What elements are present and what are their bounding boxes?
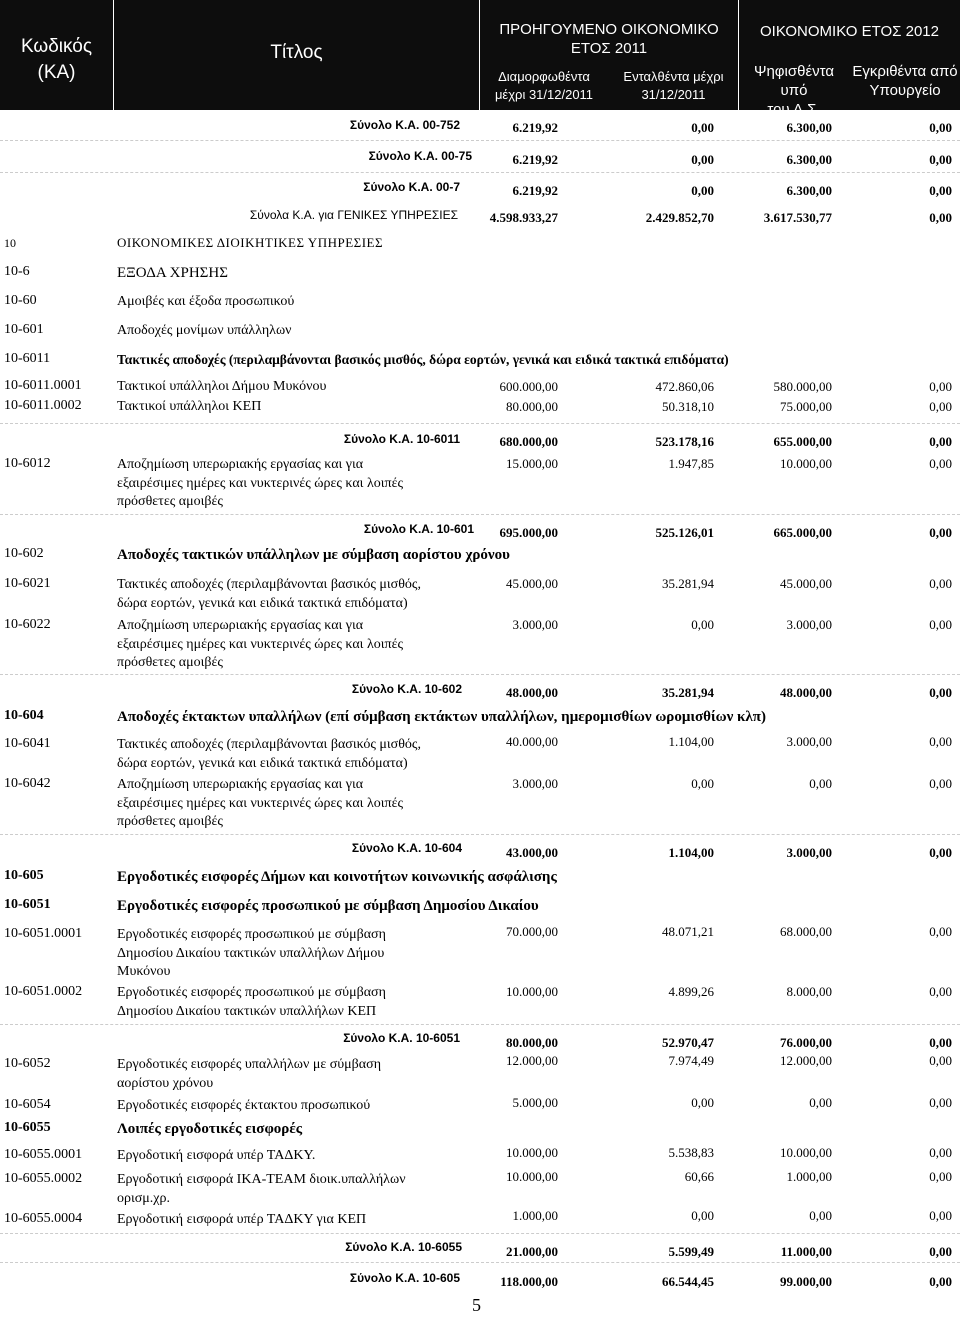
header-cur-voted <box>739 62 849 119</box>
amount-prev-entaltheta: 0,00 <box>691 120 714 135</box>
code: 10-604 <box>4 708 44 723</box>
amount-prev-formed: 10.000,00 <box>506 1145 558 1160</box>
title-line: Δημοσίου Δικαίου τακτικών υπαλλήλων Δήμου <box>117 945 385 961</box>
amount-cur-voted: 1.000,00 <box>786 1169 832 1184</box>
code: 10-6042 <box>4 776 51 791</box>
code: 10-6051 <box>4 897 51 912</box>
total-label: Σύνολο Κ.Α. 10-601 <box>363 522 474 536</box>
title <box>117 1056 381 1093</box>
total-label: Σύνολο Κ.Α. 00-752 <box>349 118 460 132</box>
table-header-title <box>114 0 479 110</box>
amount-prev-entaltheta: 0,00 <box>691 183 714 198</box>
title-line: πρόσθετες αμοιβές <box>117 814 223 829</box>
amount-cur-approved: 0,00 <box>929 845 952 860</box>
total-label: Σύνολο Κ.Α. 10-6051 <box>343 1031 460 1045</box>
title <box>117 576 421 613</box>
code: 10-6051.0002 <box>4 984 83 999</box>
title-line: εξαιρέσιμες ημέρες και νυκτερινές ώρες και λοιπές <box>117 795 403 811</box>
amount-cur-voted: 68.000,00 <box>780 924 832 939</box>
amount-prev-formed: 1.000,00 <box>512 1208 558 1223</box>
amount-cur-approved: 0,00 <box>929 1169 952 1184</box>
amount-cur-voted: 99.000,00 <box>780 1274 832 1289</box>
amount-prev-formed: 21.000,00 <box>506 1244 558 1259</box>
amount-prev-formed: 6.219,92 <box>512 183 558 198</box>
code: 10-6022 <box>4 617 51 632</box>
amount-cur-approved: 0,00 <box>929 776 952 791</box>
header-prev-year-line2: ΕΤΟΣ 2011 <box>570 40 648 57</box>
code: 10-6055.0001 <box>4 1147 83 1162</box>
amount-cur-approved: 0,00 <box>929 617 952 632</box>
title: Εργοδοτικές εισφορές προσωπικού με σύμβαση Δημοσίου Δικαίου <box>117 898 539 914</box>
title <box>117 1171 406 1208</box>
title-line: Αποζημίωση υπερωριακής εργασίας και για <box>117 618 364 633</box>
title <box>117 926 386 982</box>
code: 10-60 <box>4 293 37 308</box>
header-cur-voted-line1: Ψηφισθέντα υπό <box>753 63 835 99</box>
header-code-line1: Κωδικός <box>20 36 93 57</box>
code: 10-6041 <box>4 736 51 751</box>
divider <box>0 514 960 515</box>
title-line: Αποζημίωση υπερωριακής εργασίας και για <box>117 777 364 792</box>
amount-prev-formed: 12.000,00 <box>506 1053 558 1068</box>
amount-cur-approved: 0,00 <box>929 984 952 999</box>
amount-cur-approved: 0,00 <box>929 525 952 540</box>
amount-prev-formed: 10.000,00 <box>506 1169 558 1184</box>
amount-prev-formed: 4.598.933,27 <box>489 210 558 225</box>
amount-prev-entaltheta: 66.544,45 <box>662 1274 714 1289</box>
divider <box>0 140 960 141</box>
amount-cur-approved: 0,00 <box>929 152 952 167</box>
amount-cur-voted: 45.000,00 <box>780 576 832 591</box>
amount-cur-approved: 0,00 <box>929 183 952 198</box>
amount-prev-entaltheta: 7.974,49 <box>668 1053 714 1068</box>
amount-prev-formed: 600.000,00 <box>499 379 558 394</box>
code: 10-605 <box>4 868 44 883</box>
header-cur-year: ΟΙΚΟΝΟΜΙΚΟ ΕΤΟΣ 2012 <box>760 23 939 40</box>
amount-cur-voted: 3.000,00 <box>786 845 832 860</box>
amount-prev-formed: 45.000,00 <box>506 576 558 591</box>
amount-cur-approved: 0,00 <box>929 1274 952 1289</box>
amount-prev-entaltheta: 0,00 <box>691 1208 714 1223</box>
title: Αποδοχές έκτακτων υπαλλήλων (επί σύμβαση εκτάκτων υπαλλήλων, ημερομισθίων ωρομισθίων κλπ) <box>117 709 766 725</box>
amount-cur-approved: 0,00 <box>929 1208 952 1223</box>
header-title: Τίτλος <box>270 42 323 63</box>
header-prev-formed <box>480 68 608 104</box>
amount-cur-approved: 0,00 <box>929 1095 952 1110</box>
amount-prev-entaltheta: 48.071,21 <box>662 924 714 939</box>
title-line: πρόσθετες αμοιβές <box>117 494 223 509</box>
amount-prev-entaltheta: 35.281,94 <box>662 576 714 591</box>
total-label: Σύνολο Κ.Α. 10-605 <box>349 1271 460 1285</box>
amount-cur-voted: 6.300,00 <box>786 152 832 167</box>
header-prev-year-line1: ΠΡΟΗΓΟΥΜΕΝΟ ΟΙΚΟΝΟΜΙΚΟ <box>499 21 719 38</box>
title-line: πρόσθετες αμοιβές <box>117 655 223 670</box>
title: ΕΞΟΔΑ ΧΡΗΣΗΣ <box>117 265 228 281</box>
header-cur-approved-line1: Εγκριθέντα από <box>852 63 958 80</box>
header-cur-voted-line2: του Δ.Σ. <box>767 101 821 118</box>
title: Αμοιβές και έξοδα προσωπικού <box>117 294 295 309</box>
title-line: Δημοσίου Δικαίου τακτικών υπαλλήλων ΚΕΠ <box>117 1003 377 1019</box>
code: 10-6 <box>4 264 30 279</box>
amount-cur-voted: 48.000,00 <box>780 685 832 700</box>
amount-cur-approved: 0,00 <box>929 576 952 591</box>
amount-prev-formed: 680.000,00 <box>499 434 558 449</box>
total-label: Σύνολα Κ.Α. για ΓΕΝΙΚΕΣ ΥΠΗΡΕΣΙΕΣ <box>249 208 458 222</box>
code: 10-6021 <box>4 576 51 591</box>
divider <box>0 834 960 835</box>
amount-prev-formed: 3.000,00 <box>512 617 558 632</box>
header-prev-entaltheta <box>609 68 738 104</box>
total-label: Σύνολο Κ.Α. 00-75 <box>368 149 472 163</box>
amount-prev-formed: 6.219,92 <box>512 120 558 135</box>
amount-prev-formed: 10.000,00 <box>506 984 558 999</box>
title-line: Τακτικές αποδοχές (περιλαμβάνονται βασικός μισθός, <box>117 737 421 752</box>
divider <box>0 674 960 675</box>
title: Αποδοχές τακτικών υπάλληλων με σύμβαση αορίστου χρόνου <box>117 547 510 563</box>
amount-prev-entaltheta: 2.429.852,70 <box>645 210 714 225</box>
title-line: εξαιρέσιμες ημέρες και νυκτερινές ώρες και λοιπές <box>117 636 403 652</box>
total-label: Σύνολο Κ.Α. 10-602 <box>351 682 462 696</box>
code: 10-6055 <box>4 1120 51 1135</box>
code: 10-6011.0002 <box>4 398 82 413</box>
code: 10-602 <box>4 546 44 561</box>
amount-cur-approved: 0,00 <box>929 399 952 414</box>
title: ΟΙΚΟΝΟΜΙΚΕΣ ΔΙΟΙΚΗΤΙΚΕΣ ΥΠΗΡΕΣΙΕΣ <box>117 235 384 250</box>
amount-prev-formed: 43.000,00 <box>506 845 558 860</box>
title <box>117 776 403 832</box>
title-line: Εργοδοτικές εισφορές προσωπικού με σύμβαση <box>117 985 386 1000</box>
amount-cur-approved: 0,00 <box>929 1244 952 1259</box>
amount-cur-voted: 8.000,00 <box>786 984 832 999</box>
amount-cur-approved: 0,00 <box>929 456 952 471</box>
header-prev-formed-line1: Διαμορφωθέντα <box>498 69 590 84</box>
amount-cur-voted: 580.000,00 <box>773 379 832 394</box>
title <box>117 456 403 512</box>
amount-cur-voted: 0,00 <box>809 776 832 791</box>
amount-prev-entaltheta: 1.104,00 <box>668 845 714 860</box>
title-line: Εργοδοτική εισφορά ΙΚΑ-ΤΕΑΜ διοικ.υπαλλήλων <box>117 1172 406 1187</box>
title <box>117 736 421 773</box>
amount-prev-entaltheta: 0,00 <box>691 152 714 167</box>
title-line: Τακτικές αποδοχές (περιλαμβάνονται βασικός μισθός, <box>117 577 421 592</box>
amount-prev-entaltheta: 5.599,49 <box>668 1244 714 1259</box>
amount-cur-voted: 75.000,00 <box>780 399 832 414</box>
amount-prev-formed: 3.000,00 <box>512 776 558 791</box>
amount-prev-formed: 15.000,00 <box>506 456 558 471</box>
amount-prev-formed: 70.000,00 <box>506 924 558 939</box>
amount-cur-voted: 11.000,00 <box>780 1244 832 1259</box>
amount-cur-approved: 0,00 <box>929 379 952 394</box>
amount-prev-entaltheta: 60,66 <box>684 1169 714 1184</box>
amount-cur-approved: 0,00 <box>929 1053 952 1068</box>
amount-cur-voted: 655.000,00 <box>773 434 832 449</box>
title: Αποδοχές μονίμων υπάλληλων <box>117 323 292 338</box>
amount-prev-formed: 80.000,00 <box>506 1035 558 1050</box>
amount-prev-entaltheta: 523.178,16 <box>655 434 714 449</box>
title-line: δώρα εορτών, γενικά και ειδικά τακτικά επιδόματα) <box>117 755 408 771</box>
amount-prev-formed: 695.000,00 <box>499 525 558 540</box>
amount-prev-entaltheta: 4.899,26 <box>668 984 714 999</box>
amount-cur-voted: 0,00 <box>809 1095 832 1110</box>
amount-cur-approved: 0,00 <box>929 210 952 225</box>
code: 10-6055.0004 <box>4 1211 83 1226</box>
amount-prev-entaltheta: 472.860,06 <box>655 379 714 394</box>
divider <box>0 172 960 173</box>
header-code-line2: (ΚΑ) <box>37 62 76 83</box>
title: Εργοδοτικές εισφορές έκτακτου προσωπικού <box>117 1098 371 1113</box>
table-header-cur-year <box>739 0 960 118</box>
title: Εργοδοτικές εισφορές Δήμων και κοινοτήτων κοινωνικής ασφάλισης <box>117 869 557 885</box>
total-label: Σύνολο Κ.Α. 10-604 <box>351 841 462 855</box>
header-prev-entaltheta-line1: Ενταλθέντα μέχρι <box>623 69 724 84</box>
amount-prev-formed: 5.000,00 <box>512 1095 558 1110</box>
title: Εργοδοτική εισφορά υπέρ ΤΑΔΚΥ για ΚΕΠ <box>117 1212 367 1227</box>
total-label: Σύνολο Κ.Α. 10-6055 <box>345 1240 462 1254</box>
code: 10-6054 <box>4 1097 51 1112</box>
title-line: Εργοδοτικές εισφορές προσωπικού με σύμβαση <box>117 927 386 942</box>
amount-cur-voted: 665.000,00 <box>773 525 832 540</box>
amount-cur-voted: 3.617.530,77 <box>763 210 832 225</box>
divider <box>0 1024 960 1025</box>
title-line: Εργοδοτικές εισφορές υπαλλήλων με σύμβαση <box>117 1057 382 1072</box>
amount-cur-voted: 76.000,00 <box>780 1035 832 1050</box>
header-prev-formed-line2: μέχρι 31/12/2011 <box>494 87 594 102</box>
amount-prev-entaltheta: 525.126,01 <box>655 525 714 540</box>
code: 10-6055.0002 <box>4 1171 83 1186</box>
header-cur-approved-line2: Υπουργείο <box>869 82 941 99</box>
divider <box>0 1233 960 1234</box>
title-line: ορισμ.χρ. <box>117 1190 171 1206</box>
amount-prev-entaltheta: 0,00 <box>691 617 714 632</box>
page-number: 5 <box>472 1295 481 1315</box>
title: Λοιπές εργοδοτικές εισφορές <box>117 1121 303 1137</box>
amount-prev-formed: 80.000,00 <box>506 399 558 414</box>
title-line: Αποζημίωση υπερωριακής εργασίας και για <box>117 457 364 472</box>
amount-prev-entaltheta: 5.538,83 <box>668 1145 714 1160</box>
table-header <box>0 0 113 110</box>
amount-cur-voted: 10.000,00 <box>780 456 832 471</box>
amount-cur-approved: 0,00 <box>929 1035 952 1050</box>
amount-prev-entaltheta: 0,00 <box>691 776 714 791</box>
amount-cur-voted: 0,00 <box>809 1208 832 1223</box>
table-header-prev-year <box>480 0 738 110</box>
amount-prev-entaltheta: 1.104,00 <box>668 734 714 749</box>
amount-cur-voted: 3.000,00 <box>786 617 832 632</box>
code: 10-6011 <box>4 351 51 366</box>
amount-prev-formed: 6.219,92 <box>512 152 558 167</box>
amount-cur-approved: 0,00 <box>929 734 952 749</box>
code: 10 <box>4 236 16 250</box>
header-cur-approved <box>850 62 960 100</box>
code: 10-601 <box>4 322 44 337</box>
total-label: Σύνολο Κ.Α. 10-6011 <box>343 432 460 446</box>
title-line: εξαιρέσιμες ημέρες και νυκτερινές ώρες και λοιπές <box>117 475 403 491</box>
title: Τακτικοί υπάλληλοι ΚΕΠ <box>117 399 262 414</box>
amount-cur-approved: 0,00 <box>929 685 952 700</box>
title-line: δώρα εορτών, γενικά και ειδικά τακτικά επιδόματα) <box>117 595 408 611</box>
title: Εργοδοτική εισφορά υπέρ ΤΑΔΚΥ. <box>117 1148 316 1163</box>
amount-cur-voted: 12.000,00 <box>780 1053 832 1068</box>
code: 10-6052 <box>4 1056 51 1071</box>
title <box>117 984 386 1021</box>
code: 10-6051.0001 <box>4 926 83 941</box>
code: 10-6011.0001 <box>4 378 82 393</box>
amount-cur-voted: 3.000,00 <box>786 734 832 749</box>
amount-cur-voted: 6.300,00 <box>786 120 832 135</box>
divider <box>0 423 960 424</box>
amount-prev-formed: 118.000,00 <box>500 1274 558 1289</box>
amount-cur-approved: 0,00 <box>929 434 952 449</box>
title-line: Μυκόνου <box>117 964 171 979</box>
amount-prev-entaltheta: 50.318,10 <box>662 399 714 414</box>
title <box>117 617 403 673</box>
amount-prev-entaltheta: 52.970,47 <box>662 1035 714 1050</box>
header-prev-year <box>480 20 738 58</box>
title: Τακτικοί υπάλληλοι Δήμου Μυκόνου <box>117 379 327 394</box>
amount-cur-approved: 0,00 <box>929 924 952 939</box>
title: Τακτικές αποδοχές (περιλαμβάνονται βασικός μισθός, δώρα εορτών, γενικά και ειδικά τακτικά επιδόματα) <box>117 352 729 367</box>
header-prev-entaltheta-line2: 31/12/2011 <box>641 87 706 102</box>
amount-prev-entaltheta: 35.281,94 <box>662 685 714 700</box>
title-line: αορίστου χρόνου <box>117 1075 214 1091</box>
code: 10-6012 <box>4 456 51 471</box>
amount-prev-formed: 48.000,00 <box>506 685 558 700</box>
amount-cur-voted: 10.000,00 <box>780 1145 832 1160</box>
amount-cur-voted: 6.300,00 <box>786 183 832 198</box>
divider <box>0 1262 960 1263</box>
amount-cur-approved: 0,00 <box>929 1145 952 1160</box>
total-label: Σύνολο Κ.Α. 00-7 <box>363 180 460 194</box>
amount-prev-formed: 40.000,00 <box>506 734 558 749</box>
amount-prev-entaltheta: 1.947,85 <box>668 456 714 471</box>
amount-cur-approved: 0,00 <box>929 120 952 135</box>
amount-prev-entaltheta: 0,00 <box>691 1095 714 1110</box>
header-code <box>0 34 113 86</box>
